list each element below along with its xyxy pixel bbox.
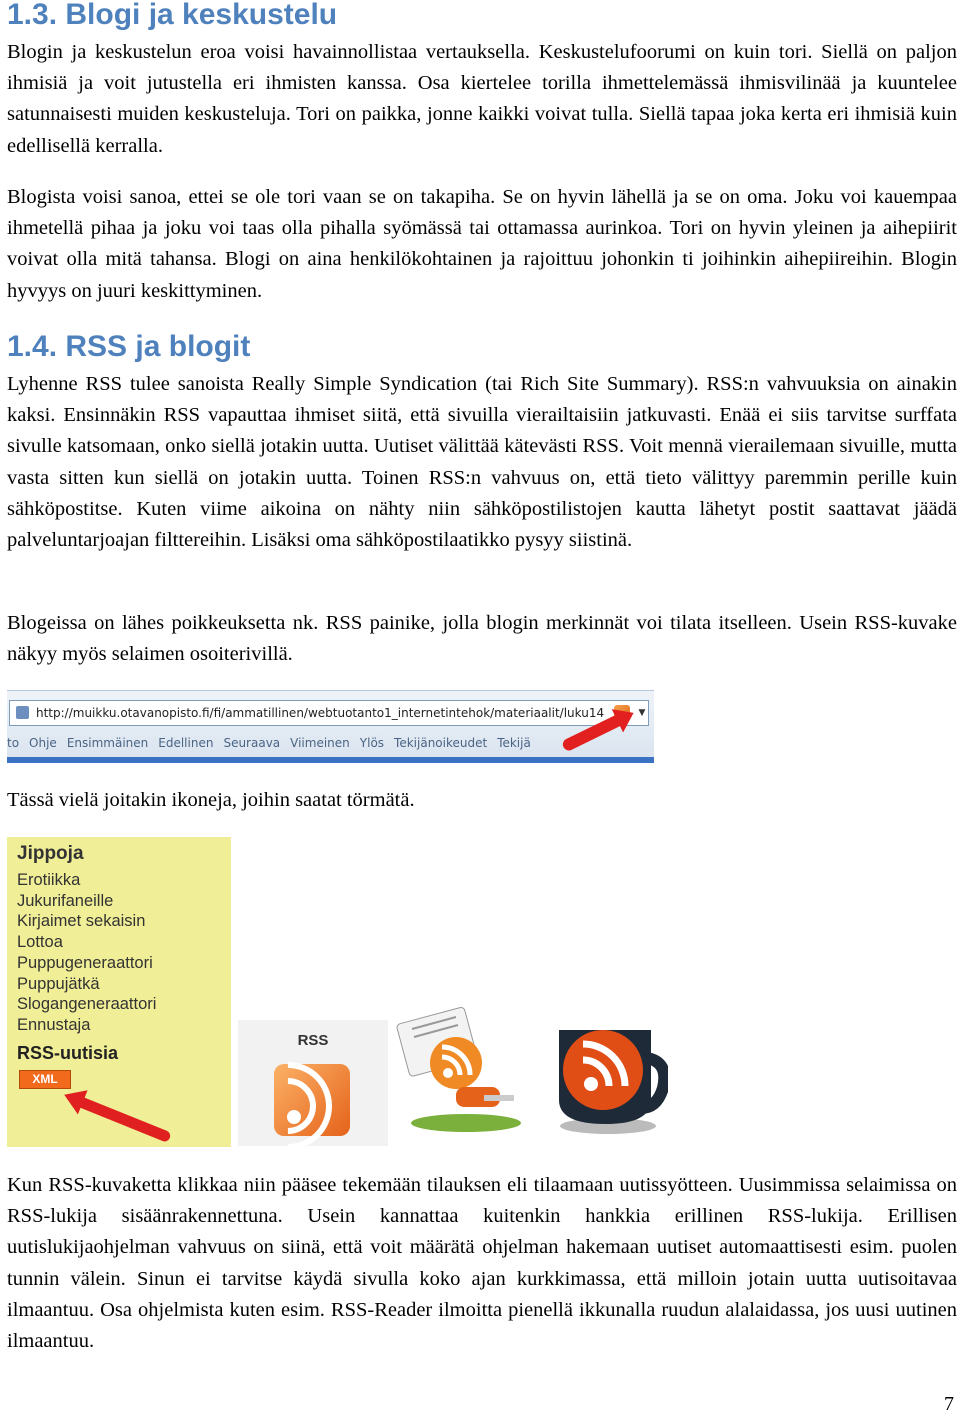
browser-menu-item: Tekijä: [497, 736, 531, 750]
paragraph-rss-intro: Lyhenne RSS tulee sanoista Really Simple Syndication (tai Rich Site Summary). RSS:n vahvuuksia on ainakin kaksi. Ensinnäkin RSS vapauttaa ihmiset siitä, että sivuilla vierailtaisiin jatkuvasti. Enää ei siis tarvitse surffata sivulle katsomaan, onko siellä jotakin uutta. Uutiset välittää kätevästi RSS. Voit mennä vierailemaan sivuille, mutta vasta sitten kun siellä on jotakin uutta. Toinen RSS:n vahvuus on, että tieto välittyy paremmin perille kuin sähköpostitse. Kuten viime aikoina on nähty niin sähköpostilistojen kautta lähetyt postit saattavat jäädä palveluntarjoajan filttereihin. Lisäksi oma sähköpostilaatikko pysyy siistinä.: [7, 373, 957, 552]
rss-button-label: RSS: [297, 1032, 329, 1049]
page-favicon-icon: [16, 706, 29, 719]
paragraph-rss-reader: Kun RSS-kuvaketta klikkaa niin pääsee tekemään tilauksen eli tilaamaan uutissyötteen. Uusimmissa selaimissa on RSS-lukija sisäänrakennettuna. Usein kannattaa kuitenkin hankkia erillinen RSS-lukija. Erillisen uutislukijaohjelman vahvuus on siinä, että voit määrätä ohjelman hakemaan uutiset automaattisesti esim. puolen tunnin välein. Sinun ei tarvitse käydä sivulla koko ajan kurkkimassa, että milloin jotain uutta uutisoitavaa ilmaantuu. Osa ohjelmista kuten esim. RSS-Reader ilmoitta pienellä ikkunalla ruudun alalaidassa, jos uusi uutinen ilmaantuu.: [7, 1174, 957, 1353]
rss-feed-icon: [274, 1064, 350, 1136]
browser-menu-item: Seuraava: [223, 736, 281, 750]
page-number: 7: [944, 1393, 954, 1415]
panel-link-item: Puppujätkä: [17, 974, 100, 993]
paragraph-forum-analogy: Blogin ja keskustelun eroa voisi havainnollistaa vertauksella. Keskustelufoorumi on kuin tori. Siellä on paljon ihmisiä ja voit jutustella eri ihmisten kanssa. Osa kiertelee torilla ihmettelemässä ihmisvilinää ja kuuntelee satunnaisesti muiden keskusteluja. Tori on paikka, jonne kaikki voivat tulla. Siellä tapaa joka kerta eri ihmisiä kuin edellisellä kerralla.: [7, 41, 957, 157]
panel-link-item: Ennustaja: [17, 1015, 91, 1034]
rss-news-label: RSS-uutisia: [17, 1043, 119, 1063]
panel-link-item: Erotiikka: [17, 871, 81, 889]
panel-link-item: Slogangeneraattori: [17, 995, 157, 1014]
browser-menu-item: Edellinen: [158, 736, 214, 750]
browser-menu-item: Ensimmäinen: [66, 736, 149, 750]
browser-menu-item: Tekijänoikeudet: [394, 736, 488, 750]
browser-menu-item: to: [7, 736, 20, 750]
address-field: [9, 700, 649, 726]
section-heading-1-3: 1.3. Blogi ja keskustelu: [7, 0, 338, 31]
paragraph-icons-intro: Tässä vielä joitakin ikoneja, joihin saatat törmätä.: [7, 789, 415, 811]
panel-link-item: Jukurifaneille: [17, 891, 114, 910]
red-pointer-arrow-icon: [75, 1095, 172, 1143]
panel-link-item: Puppugeneraattori: [17, 953, 153, 972]
browser-menu-item: Ohje: [29, 736, 57, 750]
rss-mug-icon: [553, 1018, 668, 1136]
panel-link-item: Kirjaimet sekaisin: [17, 912, 146, 931]
browser-menu-item: Viimeinen: [290, 736, 350, 750]
panel-link-list: [17, 870, 156, 1036]
browser-menu-item: Ylös: [359, 736, 385, 750]
panel-title: Jippoja: [17, 843, 84, 864]
xml-badge-icon: XML: [19, 1070, 71, 1089]
jippoja-panel-image: [7, 837, 231, 1147]
browser-address-bar-screenshot: [7, 690, 654, 763]
rss-reader-character-icon: [396, 1005, 528, 1135]
chevron-down-icon: ▼: [638, 708, 646, 718]
address-url: http://muikku.otavanopisto.fi/fi/ammatillinen/webtuotanto1_internetintehok/materiaalit/luku14: [36, 706, 605, 720]
browser-bottom-bar: [7, 757, 654, 763]
section-heading-1-4: 1.4. RSS ja blogit: [7, 330, 251, 363]
paragraph-blog-backyard: Blogista voisi sanoa, ettei se ole tori vaan se on takapiha. Se on hyvin lähellä ja se on oma. Joku voi kauempaa ihmetellä pihaa ja joku voi taas olla pihalla syömässä tai ottamassa aurinkoa. Tori on hyvin yleinen ja aihepiirit voivat olla mitä tahansa. Blogi on aina henkilökohtainen ja rajoittuu johonkin ti joihinkin aihepiireihin. Blogin hyvyys on juuri keskittyminen.: [7, 186, 957, 302]
browser-nav-menu: [7, 736, 531, 750]
rss-button-image: [238, 1020, 388, 1146]
paragraph-rss-button: Blogeissa on lähes poikkeuksetta nk. RSS painike, jolla blogin merkinnät voi tilata itselleen. Usein RSS-kuvake näkyy myös selaimen osoiterivillä.: [7, 612, 957, 666]
panel-link-item: Lottoa: [17, 933, 63, 952]
